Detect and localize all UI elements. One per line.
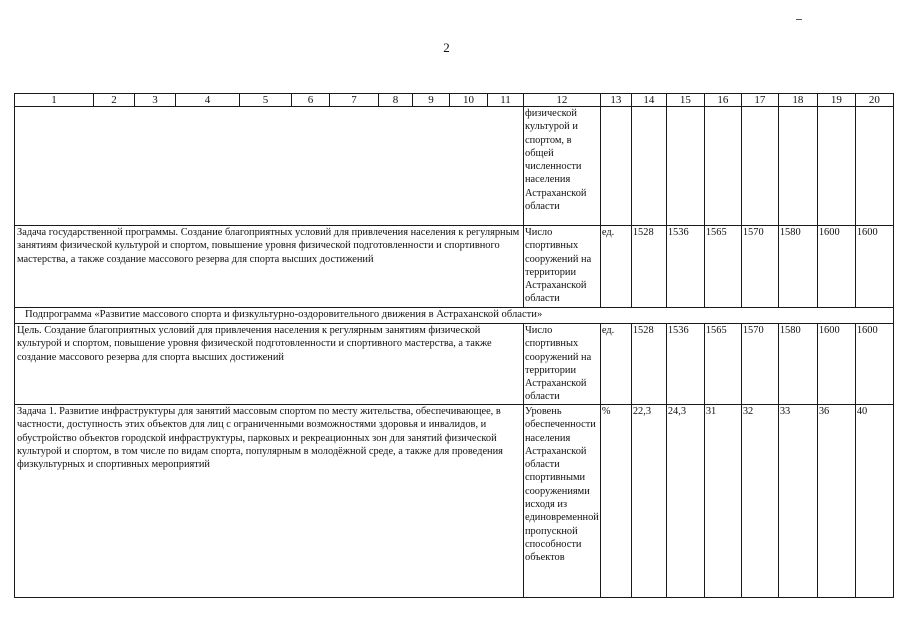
value-cell: 1570 — [741, 324, 778, 405]
col-header: 5 — [240, 94, 292, 107]
value-cell: 1565 — [704, 226, 741, 308]
col-header: 1 — [15, 94, 94, 107]
value-cell: 32 — [741, 405, 778, 598]
value-cell: 1528 — [631, 226, 666, 308]
table-row — [15, 405, 894, 598]
unit-cell — [600, 107, 631, 226]
col-header: 7 — [330, 94, 379, 107]
scan-mark — [796, 19, 802, 20]
col-header: 19 — [817, 94, 855, 107]
value-cell: 1580 — [778, 324, 817, 405]
col-header: 17 — [741, 94, 778, 107]
header-row — [15, 94, 894, 107]
indicator-cell: физической культурой и спортом, в общей численности населения Астраханской области — [524, 107, 601, 226]
subprogram-row — [15, 308, 894, 324]
table-row — [15, 107, 894, 226]
value-cell: 1600 — [817, 324, 855, 405]
col-header: 10 — [450, 94, 488, 107]
col-header: 3 — [135, 94, 176, 107]
indicators-table — [14, 93, 894, 598]
unit-cell: ед. — [600, 324, 631, 405]
value-cell — [855, 107, 893, 226]
indicator-cell: Число спортивных сооружений на территории Астраханской области — [524, 226, 601, 308]
col-header: 13 — [600, 94, 631, 107]
row-description: Задача 1. Развитие инфраструктуры для занятий массовым спортом по месту жительства, обеспечивающее, в частности, доступность этих объектов для лиц с ограниченными возможностями здоровья и инвалидов, и обустройство объектов городской инфраструктуры, парковых и рекреационных зон для занятий физической культурой и спортом, в том числе по видам спорта, популярным в молодёжной среде, а также для проведения физкультурных и спортивных мероприятий — [15, 405, 524, 598]
col-header: 6 — [292, 94, 330, 107]
subprogram-title: Подпрограмма «Развитие массового спорта и физкультурно-оздоровительного движения в Астраханской области» — [15, 308, 894, 324]
value-cell: 36 — [817, 405, 855, 598]
col-header: 12 — [524, 94, 601, 107]
value-cell: 33 — [778, 405, 817, 598]
value-cell — [704, 107, 741, 226]
table-row — [15, 324, 894, 405]
value-cell: 1600 — [855, 324, 893, 405]
indicator-cell: Уровень обеспеченности населения Астраханской области спортивными сооружениями исходя из единовременной пропускной способности объектов — [524, 405, 601, 598]
col-header: 9 — [413, 94, 450, 107]
col-header: 4 — [176, 94, 240, 107]
table-row — [15, 226, 894, 308]
value-cell: 1600 — [817, 226, 855, 308]
value-cell: 1528 — [631, 324, 666, 405]
col-header: 15 — [666, 94, 704, 107]
col-header: 8 — [379, 94, 413, 107]
col-header: 16 — [704, 94, 741, 107]
value-cell: 1570 — [741, 226, 778, 308]
unit-cell: ед. — [600, 226, 631, 308]
value-cell: 1565 — [704, 324, 741, 405]
value-cell: 1536 — [666, 324, 704, 405]
value-cell: 1580 — [778, 226, 817, 308]
value-cell — [778, 107, 817, 226]
col-header: 20 — [855, 94, 893, 107]
row-description: Цель. Создание благоприятных условий для привлечения населения к регулярным занятиям физической культурой и спортом, повышение уровня физической подготовленности и спортивного мастерства, а также создание массового резерва для спорта высших достижений — [15, 324, 524, 405]
value-cell — [817, 107, 855, 226]
col-header: 14 — [631, 94, 666, 107]
unit-cell: % — [600, 405, 631, 598]
value-cell — [741, 107, 778, 226]
value-cell — [666, 107, 704, 226]
value-cell: 24,3 — [666, 405, 704, 598]
col-header: 18 — [778, 94, 817, 107]
value-cell: 31 — [704, 405, 741, 598]
indicator-cell: Число спортивных сооружений на территории Астраханской области — [524, 324, 601, 405]
value-cell: 40 — [855, 405, 893, 598]
value-cell: 1536 — [666, 226, 704, 308]
page-number: 2 — [443, 40, 450, 55]
value-cell: 22,3 — [631, 405, 666, 598]
row-description: Задача государственной программы. Создание благоприятных условий для привлечения населения к регулярным занятиям физической культурой и спортом, повышение уровня физической подготовленности и спортивного мастерства, а также создание массового резерва для спорта высших достижений — [15, 226, 524, 308]
row-description — [15, 107, 524, 226]
value-cell: 1600 — [855, 226, 893, 308]
col-header: 2 — [94, 94, 135, 107]
value-cell — [631, 107, 666, 226]
col-header: 11 — [488, 94, 524, 107]
